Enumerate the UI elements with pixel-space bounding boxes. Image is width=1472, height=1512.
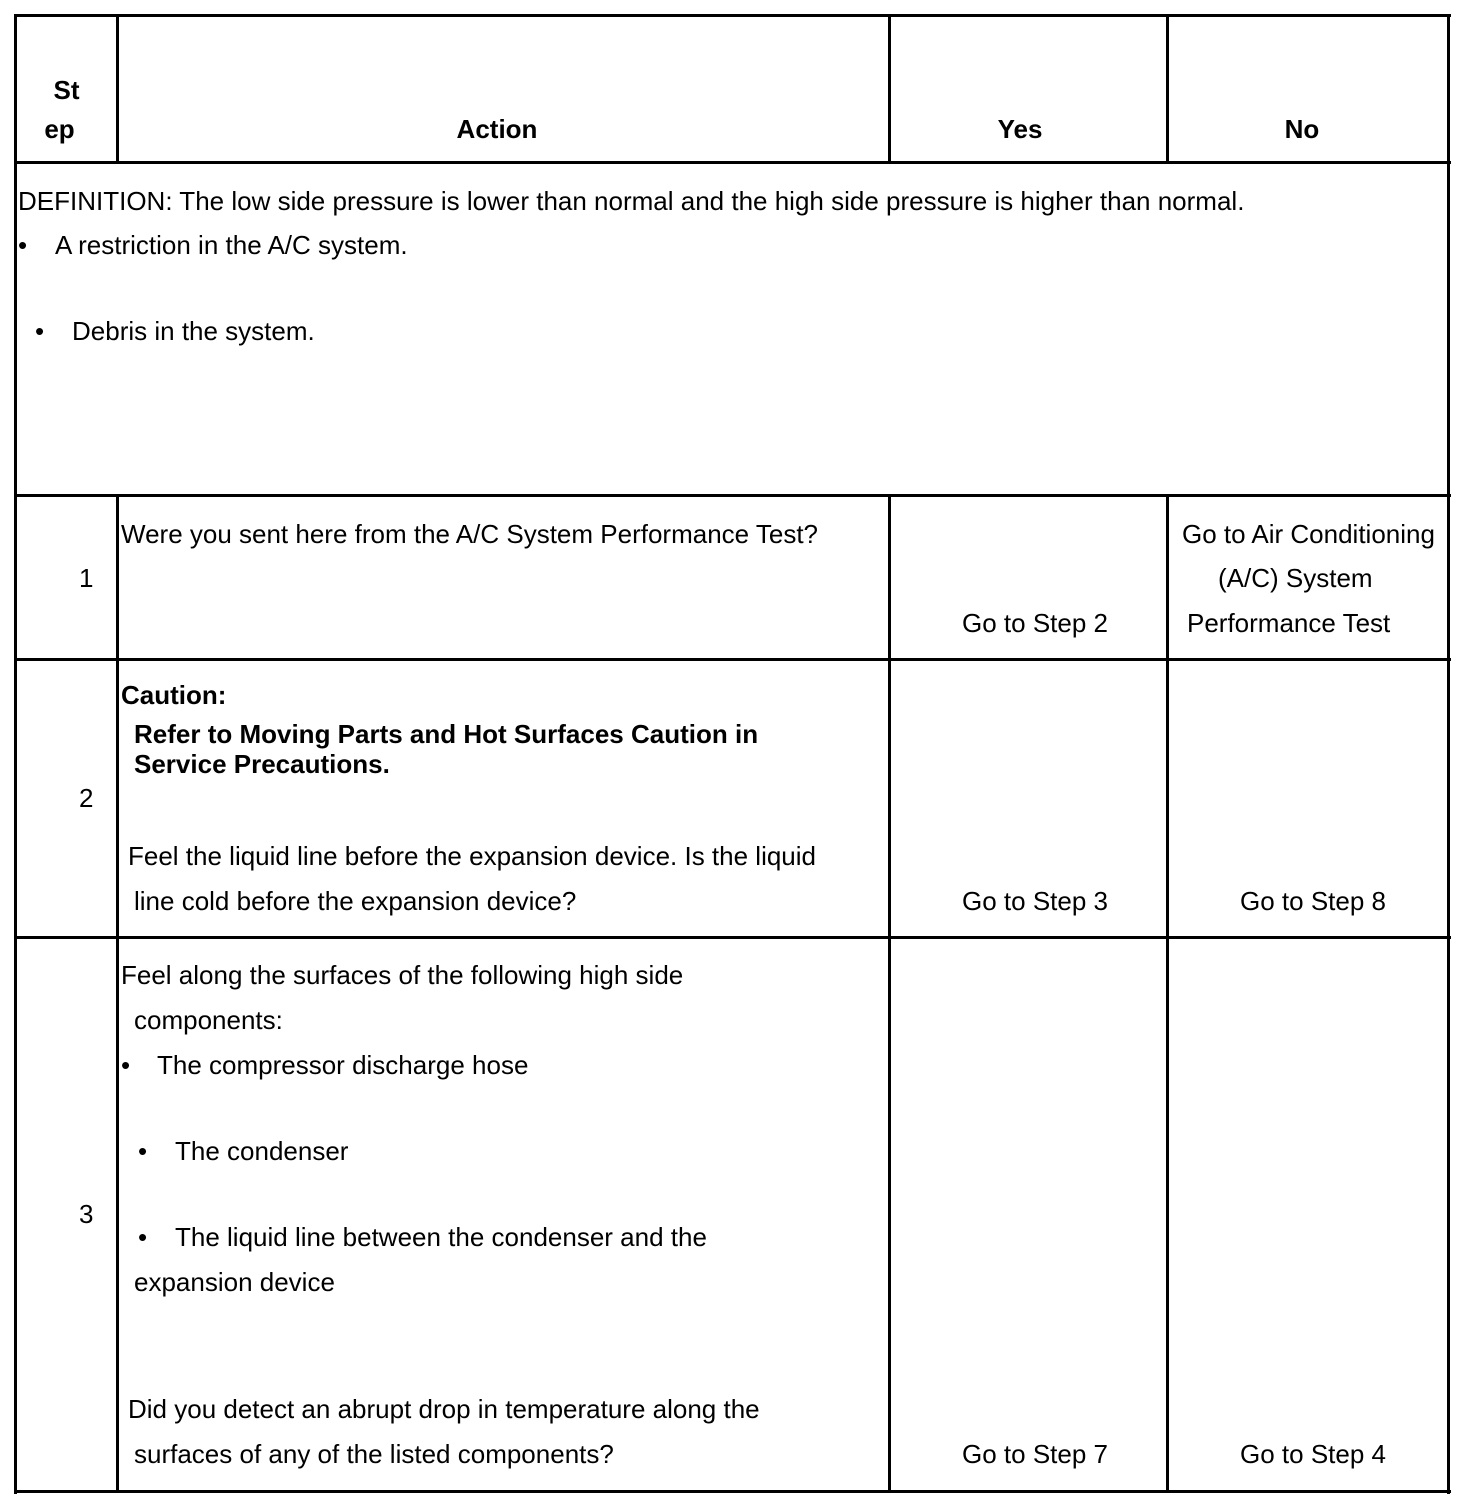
row2-action-line2: line cold before the expansion device?: [134, 886, 577, 916]
row2-no: Go to Step 8: [1240, 886, 1386, 916]
row3-no: Go to Step 4: [1240, 1439, 1386, 1469]
row3-bullet-1: The compressor discharge hose: [157, 1050, 529, 1080]
row1-no-line2: (A/C) System: [1218, 563, 1373, 593]
row2-caution-line1: Refer to Moving Parts and Hot Surfaces Caution in: [134, 719, 759, 749]
definition-divider: [14, 494, 1451, 497]
header-yes: Yes: [997, 114, 1043, 144]
row1-yes: Go to Step 2: [962, 608, 1108, 638]
row1-divider: [14, 658, 1451, 661]
row1-no-line3: Performance Test: [1187, 608, 1391, 638]
header-step-line1: St: [53, 75, 80, 105]
row3-bullet-2-glyph: •: [138, 1136, 148, 1166]
row3-yes: Go to Step 7: [962, 1439, 1108, 1469]
header-no: No: [1284, 114, 1320, 144]
row3-intro-line1: Feel along the surfaces of the following high side: [121, 960, 684, 990]
row3-question-line1: Did you detect an abrupt drop in temperature along the: [128, 1394, 760, 1424]
row3-bullet-3-cont: expansion device: [134, 1267, 335, 1297]
col-divider-step-body: [116, 494, 119, 1492]
definition-bullet-1: A restriction in the A/C system.: [55, 230, 408, 260]
header-divider: [14, 161, 1451, 164]
table-border-bottom: [14, 1490, 1451, 1493]
row2-caution-title: Caution:: [121, 680, 227, 710]
table-border-left: [14, 14, 17, 1494]
row1-action: Were you sent here from the A/C System Performance Test?: [121, 519, 819, 549]
row2-action-line1: Feel the liquid line before the expansion device. Is the liquid: [128, 841, 816, 871]
row2-caution-line2: Service Precautions.: [134, 749, 390, 779]
row3-bullet-2: The condenser: [175, 1136, 349, 1166]
col-divider-action-body: [888, 494, 891, 1492]
row2-divider: [14, 936, 1451, 939]
row1-step: 1: [79, 563, 94, 593]
row2-yes: Go to Step 3: [962, 886, 1108, 916]
row1-no-line1: Go to Air Conditioning: [1182, 519, 1435, 549]
table-border-right: [1447, 14, 1450, 1494]
definition-bullet-2: Debris in the system.: [72, 316, 315, 346]
header-step-line2: ep: [44, 114, 75, 144]
table-border-top: [14, 14, 1451, 17]
row3-step: 3: [79, 1199, 94, 1229]
header-action: Action: [456, 114, 538, 144]
definition-text: DEFINITION: The low side pressure is lower than normal and the high side pressure is higher than normal.: [18, 186, 1245, 216]
row3-bullet-3: The liquid line between the condenser and the: [175, 1222, 707, 1252]
row3-question-line2: surfaces of any of the listed components?: [134, 1439, 614, 1469]
col-divider-yes-body: [1166, 494, 1169, 1492]
row3-bullet-3-glyph: •: [138, 1222, 148, 1252]
row2-step: 2: [79, 783, 94, 813]
definition-bullet-1-glyph: •: [18, 230, 28, 260]
row3-intro-line2: components:: [134, 1005, 283, 1035]
definition-bullet-2-glyph: •: [35, 316, 45, 346]
row3-bullet-1-glyph: •: [121, 1050, 131, 1080]
